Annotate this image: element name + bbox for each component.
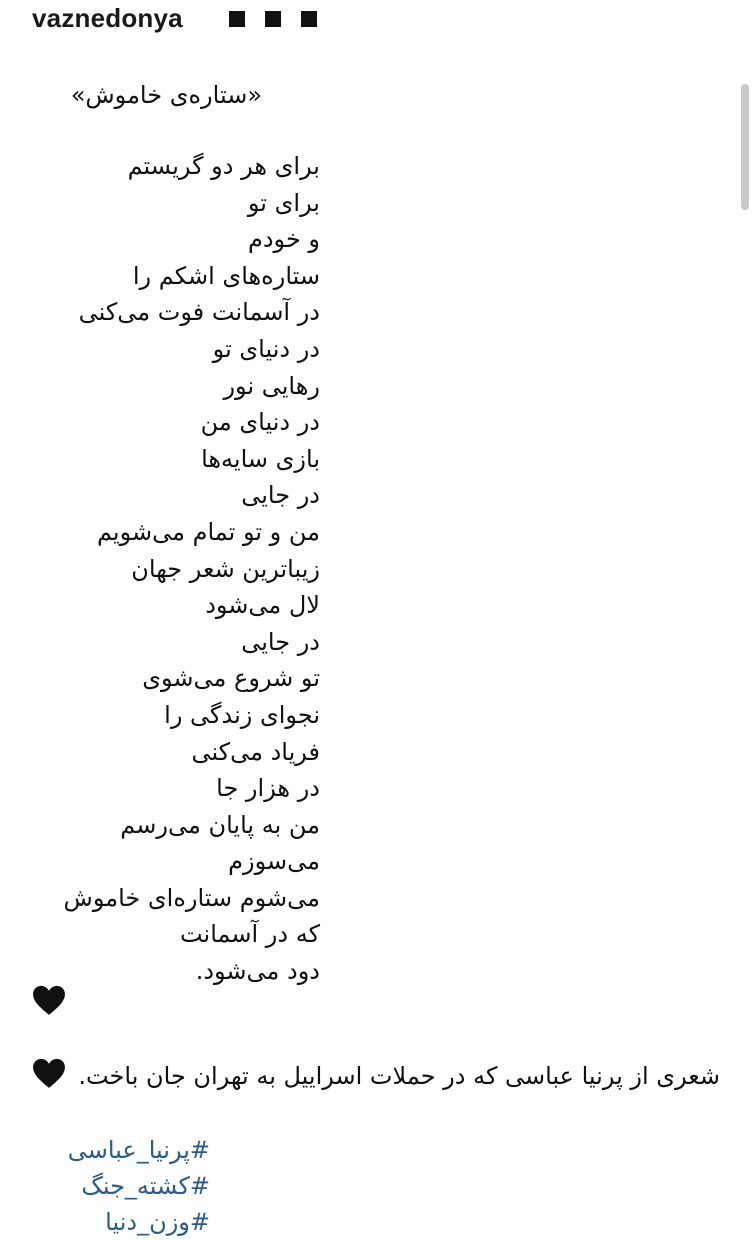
poem-line: در جایی: [241, 481, 320, 510]
poem-line: برای هر دو گریستم: [127, 152, 320, 180]
scrollbar-thumb[interactable]: [741, 84, 749, 210]
post-caption: شعری از پرنیا عباسی که در حملات اسراییل به تهران جان باخت.: [78, 1062, 720, 1090]
square-icon: [265, 11, 281, 27]
hashtag-link[interactable]: #وزن_دنیا: [105, 1208, 210, 1236]
poem-line: و خودم: [248, 225, 320, 254]
poem-line: بازی سایه‌ها: [201, 444, 320, 473]
square-icon: [301, 11, 317, 27]
poem-line: در دنیای من: [200, 408, 320, 437]
poem-line: رهایی نور: [223, 371, 320, 400]
poem-line: نجوای زندگی را: [164, 700, 320, 729]
hashtag-link[interactable]: #کشته_جنگ: [81, 1172, 210, 1200]
poem-line: زیباترین شعر جهان: [131, 554, 320, 583]
poem-line: می‌سوزم: [228, 847, 320, 876]
username[interactable]: vaznedonya: [32, 2, 183, 33]
post-header: [32, 2, 317, 34]
hashtag-link[interactable]: #پرنیا_عباسی: [67, 1136, 210, 1164]
poem-line: فریاد می‌کنی: [191, 737, 320, 766]
poem-line: می‌شوم ستاره‌ای خاموش: [63, 883, 320, 912]
poem-line: من و تو تمام می‌شویم: [96, 517, 320, 546]
poem-text: [30, 148, 320, 990]
poem-line: که در آسمانت: [179, 920, 320, 949]
poem-line: برای تو: [247, 188, 320, 217]
poem-line: در هزار جا: [216, 774, 320, 803]
hashtag-list: [30, 1132, 210, 1240]
poem-line: دود می‌شود.: [195, 957, 320, 986]
black-heart-icon: [32, 1057, 66, 1091]
poem-title: «ستاره‌ی خاموش»: [70, 81, 262, 109]
square-icon: [229, 11, 245, 27]
poem-line: در دنیای تو: [212, 334, 320, 363]
poem-line: من به پایان می‌رسم: [120, 810, 320, 839]
poem-line: در جایی: [241, 627, 320, 656]
three-squares-icon: [229, 11, 317, 27]
poem-line: ستاره‌های اشکم را: [132, 261, 320, 290]
black-heart-icon: [32, 984, 66, 1018]
poem-line: در آسمانت فوت می‌کنی: [78, 298, 320, 327]
poem-line: لال می‌شود: [205, 591, 320, 620]
poem-line: تو شروع می‌شوی: [142, 664, 320, 693]
